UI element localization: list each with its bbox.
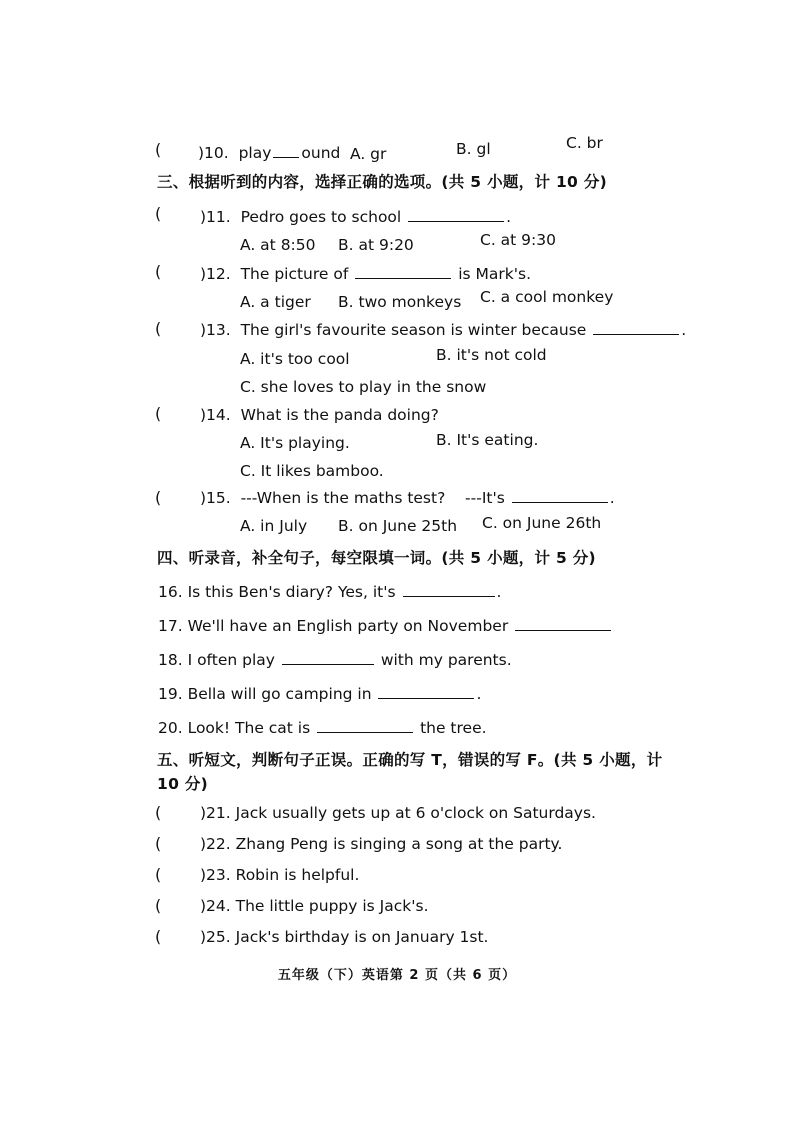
fill-blank[interactable] bbox=[403, 582, 495, 597]
fill-item-16 bbox=[158, 582, 501, 602]
option-a: A. gr bbox=[350, 145, 387, 163]
question-text: What is the panda doing? bbox=[240, 406, 439, 424]
answer-paren: ( bbox=[155, 404, 162, 423]
question-number: )10. bbox=[198, 144, 229, 162]
question-14 bbox=[200, 405, 439, 425]
fill-blank[interactable] bbox=[282, 650, 374, 665]
answer-paren: ( bbox=[155, 896, 162, 915]
option-b: B. it's not cold bbox=[436, 346, 547, 364]
item-post: . bbox=[496, 583, 502, 601]
fill-item-19 bbox=[158, 684, 481, 704]
item-text: 16. Is this Ben's diary? Yes, it's bbox=[158, 583, 396, 601]
answer-paren: ( bbox=[155, 319, 162, 338]
fill-blank[interactable] bbox=[317, 718, 413, 733]
option-a: A. a tiger bbox=[240, 293, 311, 311]
fill-blank[interactable] bbox=[593, 320, 679, 335]
option-b: B. two monkeys bbox=[338, 293, 462, 311]
question-10 bbox=[198, 143, 340, 163]
question-text-2: ---It's bbox=[465, 489, 505, 507]
judge-item-25: )25. Jack's birthday is on January 1st. bbox=[200, 928, 489, 946]
question-15 bbox=[200, 488, 615, 508]
option-a: A. it's too cool bbox=[240, 350, 350, 368]
option-c: C. a cool monkey bbox=[480, 288, 614, 306]
question-text: ---When is the maths test? bbox=[240, 489, 446, 507]
fill-blank[interactable] bbox=[515, 616, 611, 631]
question-12 bbox=[200, 264, 531, 284]
fill-blank[interactable] bbox=[408, 207, 504, 222]
question-number: )14. bbox=[200, 406, 231, 424]
judge-item-24: )24. The little puppy is Jack's. bbox=[200, 897, 429, 915]
question-13 bbox=[200, 320, 686, 340]
fill-item-18 bbox=[158, 650, 512, 670]
item-text: 18. I often play bbox=[158, 651, 275, 669]
judge-item-22: )22. Zhang Peng is singing a song at the party. bbox=[200, 835, 563, 853]
option-c: C. she loves to play in the snow bbox=[240, 378, 487, 396]
answer-paren: ( bbox=[155, 488, 162, 507]
question-text: The picture of bbox=[240, 265, 349, 283]
fill-blank[interactable] bbox=[355, 264, 451, 279]
question-11 bbox=[200, 207, 511, 227]
item-text: 17. We'll have an English party on November bbox=[158, 617, 509, 635]
option-a: A. at 8:50 bbox=[240, 236, 316, 254]
section-4-heading: 四、听录音，补全句子，每空限填一词。(共 5 小题，计 5 分) bbox=[157, 549, 596, 567]
question-end: . bbox=[506, 208, 512, 226]
fill-blank[interactable] bbox=[512, 488, 608, 503]
option-b: B. on June 25th bbox=[338, 517, 458, 535]
option-c: C. It likes bamboo. bbox=[240, 462, 384, 480]
fill-item-17 bbox=[158, 616, 613, 636]
option-b: B. at 9:20 bbox=[338, 236, 414, 254]
answer-paren: ( bbox=[155, 262, 162, 281]
question-after: is Mark's. bbox=[458, 265, 531, 283]
answer-paren: ( bbox=[155, 927, 162, 946]
question-end: . bbox=[681, 321, 687, 339]
item-text: 19. Bella will go camping in bbox=[158, 685, 372, 703]
question-end: . bbox=[609, 489, 615, 507]
answer-paren: ( bbox=[155, 204, 162, 223]
option-b: B. gl bbox=[456, 140, 491, 158]
question-number: )15. bbox=[200, 489, 231, 507]
section-3-heading: 三、根据听到的内容，选择正确的选项。(共 5 小题，计 10 分) bbox=[157, 173, 608, 191]
judge-item-23: )23. Robin is helpful. bbox=[200, 866, 360, 884]
question-number: )12. bbox=[200, 265, 231, 283]
fill-blank[interactable] bbox=[273, 143, 299, 158]
question-text: The girl's favourite season is winter because bbox=[240, 321, 587, 339]
option-c: C. br bbox=[566, 134, 603, 152]
answer-paren: ( bbox=[155, 834, 162, 853]
answer-paren: ( bbox=[155, 865, 162, 884]
section-5-heading-line-1: 五、听短文，判断句子正误。正确的写 T，错误的写 F。(共 5 小题，计 bbox=[157, 751, 663, 769]
option-c: C. on June 26th bbox=[482, 514, 602, 532]
option-c: C. at 9:30 bbox=[480, 231, 556, 249]
answer-paren: ( bbox=[155, 803, 162, 822]
answer-paren: ( bbox=[155, 140, 162, 159]
item-text: 20. Look! The cat is bbox=[158, 719, 311, 737]
fill-item-20 bbox=[158, 718, 487, 738]
judge-item-21: )21. Jack usually gets up at 6 o'clock on Saturdays. bbox=[200, 804, 596, 822]
item-post: with my parents. bbox=[380, 651, 512, 669]
question-pre: play bbox=[238, 144, 272, 162]
option-a: A. in July bbox=[240, 517, 308, 535]
option-b: B. It's eating. bbox=[436, 431, 539, 449]
section-5-heading-line-2: 10 分) bbox=[157, 775, 209, 793]
fill-blank[interactable] bbox=[378, 684, 474, 699]
option-a: A. It's playing. bbox=[240, 434, 350, 452]
question-number: )13. bbox=[200, 321, 231, 339]
question-post: ound bbox=[301, 144, 341, 162]
question-text: Pedro goes to school bbox=[240, 208, 402, 226]
page-footer: 五年级（下）英语第 2 页（共 6 页） bbox=[277, 968, 517, 983]
item-post: . bbox=[476, 685, 482, 703]
item-post: the tree. bbox=[420, 719, 487, 737]
question-number: )11. bbox=[200, 208, 231, 226]
